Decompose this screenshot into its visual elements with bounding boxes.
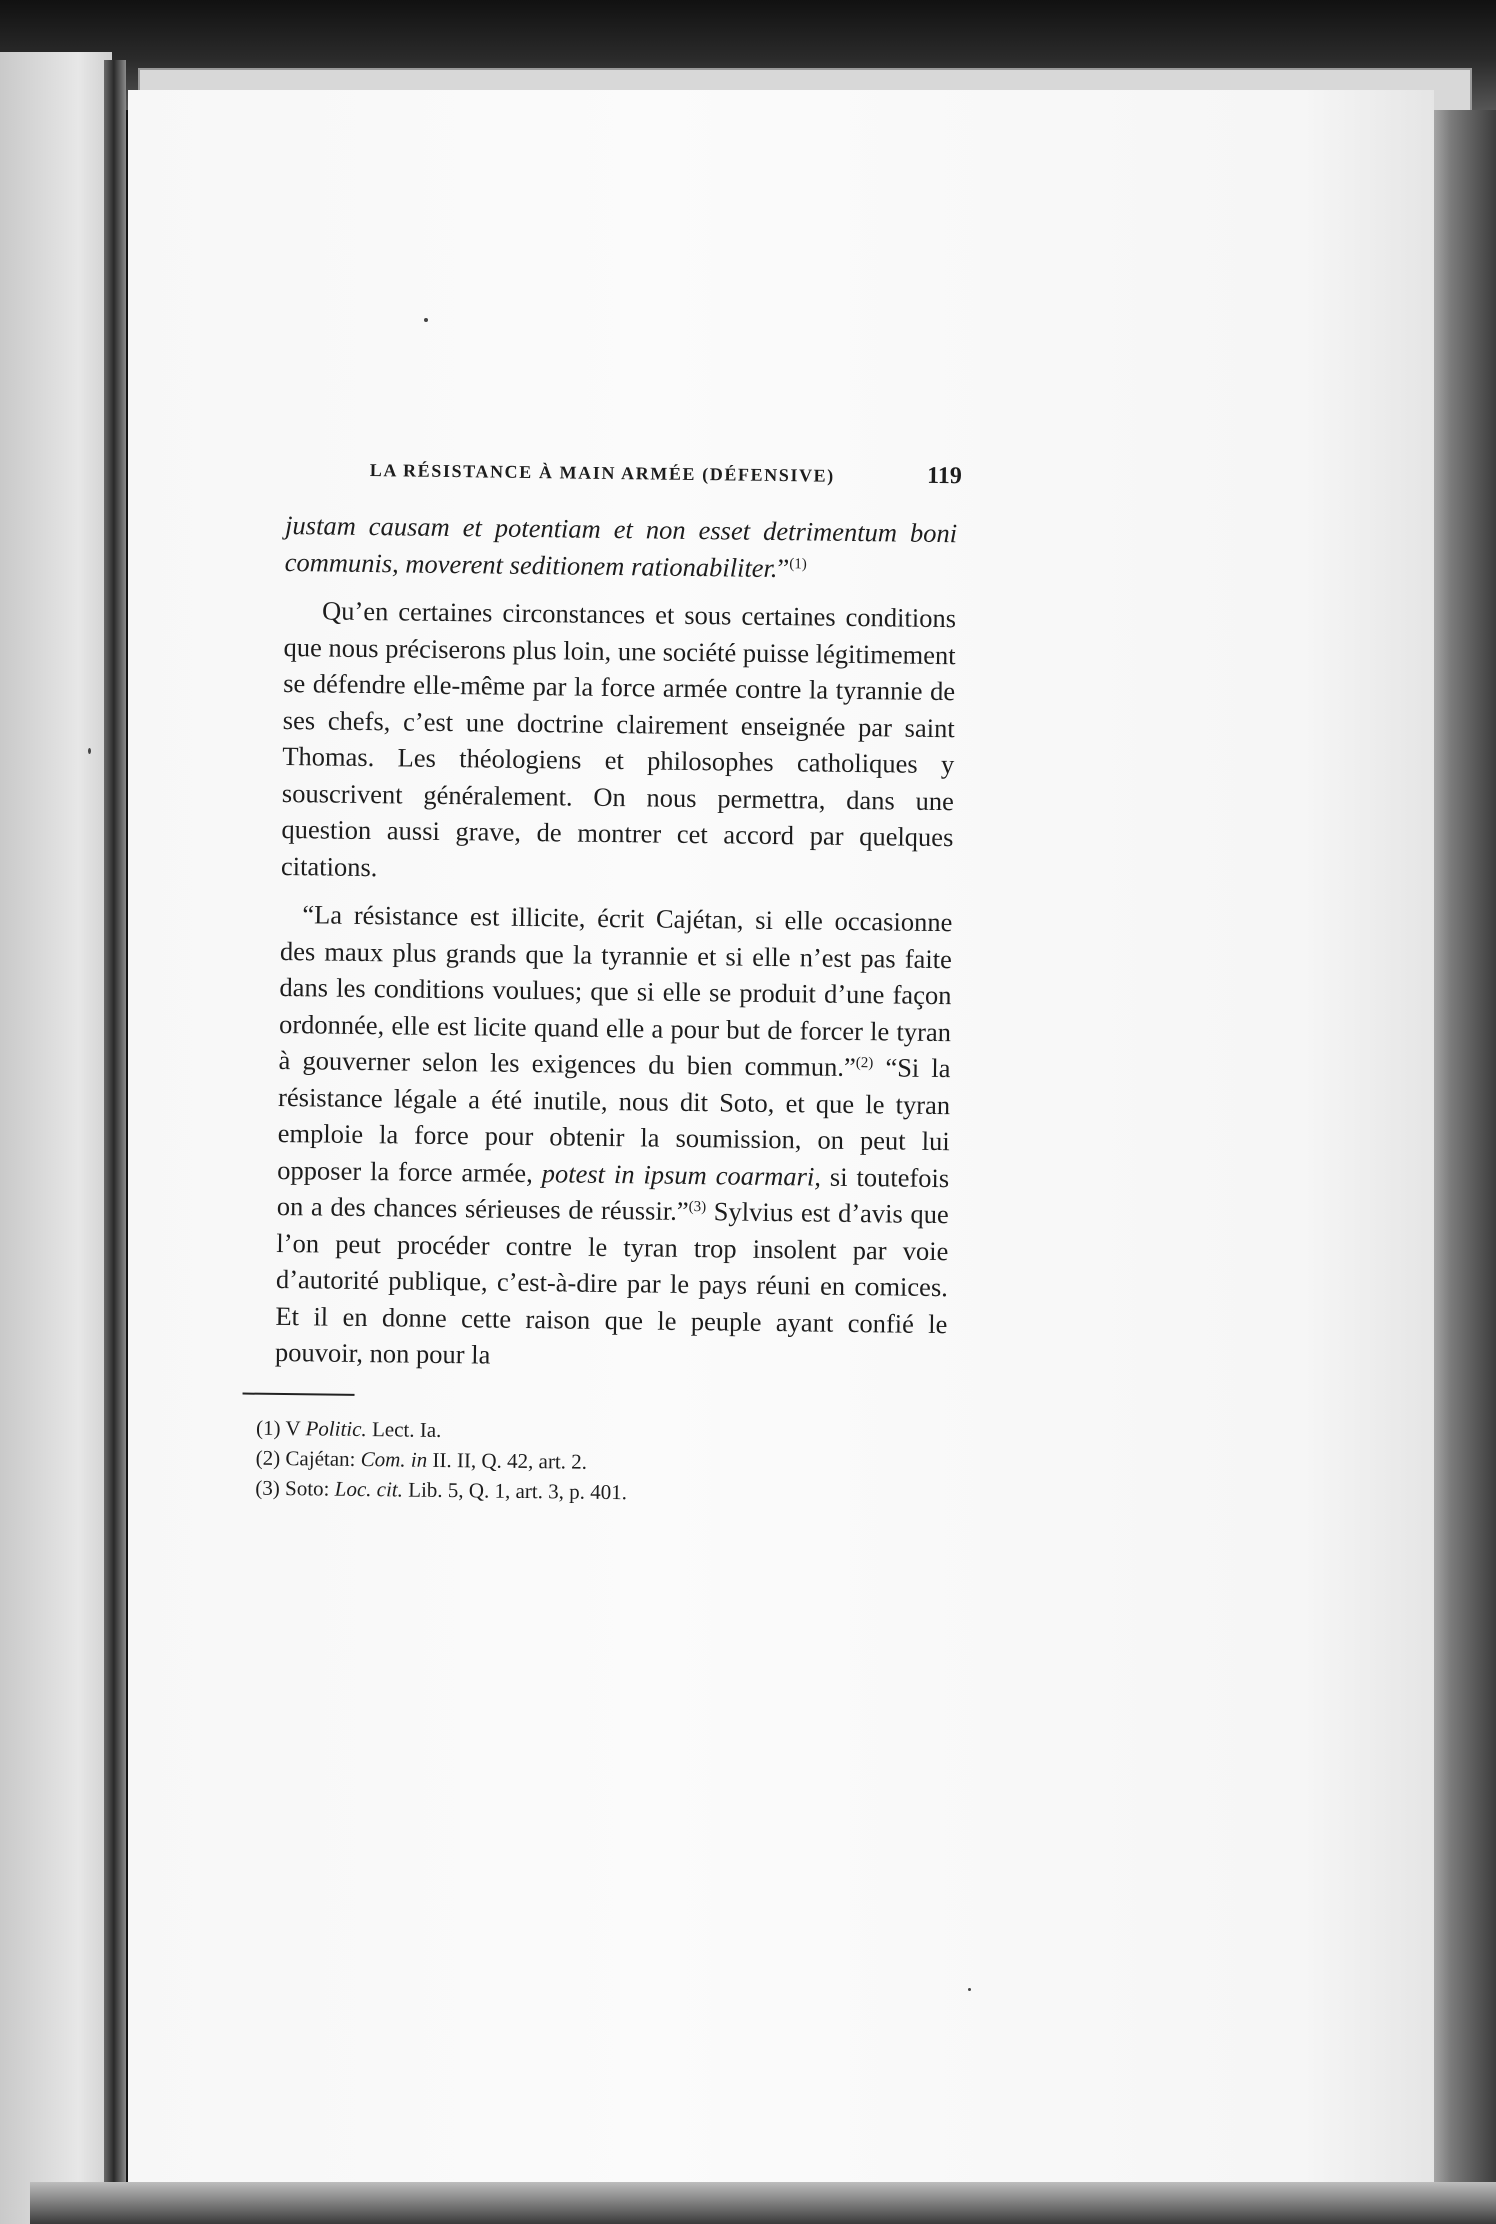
footnote-text: Lect. Ia. xyxy=(371,1416,442,1442)
footnote-text: V xyxy=(285,1415,301,1440)
soto-quote-end: si toutefois on a des chances sérieuses de réussir.” xyxy=(276,1161,950,1226)
footnote-italic: Loc. cit. xyxy=(334,1476,404,1502)
footnote-italic: Com. in xyxy=(360,1446,428,1472)
footnote-number: (3) xyxy=(255,1475,281,1500)
footnote-ref-3: (3) xyxy=(688,1198,707,1216)
footnote-ref-1: (1) xyxy=(789,555,807,572)
running-head xyxy=(285,455,962,515)
sylvius-text: Sylvius est d’avis que l’on peut procéder contre le tyran trop insolent par voie d’autorité publique, c’est-à-dire par le pays réuni en comices. Et il en donne cette raison que le peuple ayant confié le pouvoir, non pour la xyxy=(274,1196,949,1370)
footnote-number: (1) xyxy=(255,1415,281,1440)
book-gutter xyxy=(104,60,126,2224)
page-text xyxy=(255,455,962,1511)
soto-latin: potest in ipsum coarmari, xyxy=(541,1157,822,1192)
soto-quote-start: “Si la résistance légale a été inutile, nous dit Soto, et que le tyran emploie la force pour obtenir la soumission, on peut lui opposer la force armée, xyxy=(277,1052,951,1188)
footnote-italic: Politic. xyxy=(305,1415,367,1441)
paragraph-2: Qu’en certaines circonstances et sous certaines conditions que nous préciserons plus loin, une société puisse légitimement se défendre elle-même par la force armée contre la tyrannie de ses chefs, c’est une doctrine clairement enseignée par saint Thomas. Les théologiens et philosophes catholiques y souscrivent généralement. On nous permettra, dans une question aussi grave, de montrer cet accord par quelques citations. xyxy=(280,595,957,882)
closing-quote-mark: ” xyxy=(777,552,790,583)
running-title: LA RÉSISTANCE À MAIN ARMÉE (DÉFENSIVE) xyxy=(369,460,835,486)
latin-quote: justam causam et potentiam et non esset detrimentum boni communis, moverent seditionem rationabiliter. xyxy=(284,509,958,583)
footnote-text: Cajétan: xyxy=(285,1445,356,1471)
paragraph-1 xyxy=(284,507,957,588)
cajetan-quote: “La résistance est illicite, écrit Cajétan, si elle occasionne des maux plus grands que la tyrannie et si elle n’est pas faite dans les conditions voulues; que si elle se produit d’une façon ordonnée, elle est licite quand elle a pour but de forcer le tyran à gouverner selon les exigences du bien commun.” xyxy=(278,899,953,1083)
footnote-ref-2: (2) xyxy=(855,1055,874,1072)
dust-speck xyxy=(88,748,91,754)
footnote-text: II. II, Q. 42, art. 2. xyxy=(432,1447,588,1474)
page-edges-bottom xyxy=(30,2182,1496,2224)
footnote-text: Soto: xyxy=(284,1475,330,1501)
footnote-text: Lib. 5, Q. 1, art. 3, p. 401. xyxy=(408,1477,628,1504)
footnotes xyxy=(255,1412,946,1510)
facing-page-edge xyxy=(0,52,112,2224)
page-number: 119 xyxy=(926,462,962,490)
footnote-number: (2) xyxy=(255,1445,281,1470)
dust-speck xyxy=(424,318,428,322)
dust-speck xyxy=(968,1988,971,1991)
paragraph-3 xyxy=(275,896,953,1379)
